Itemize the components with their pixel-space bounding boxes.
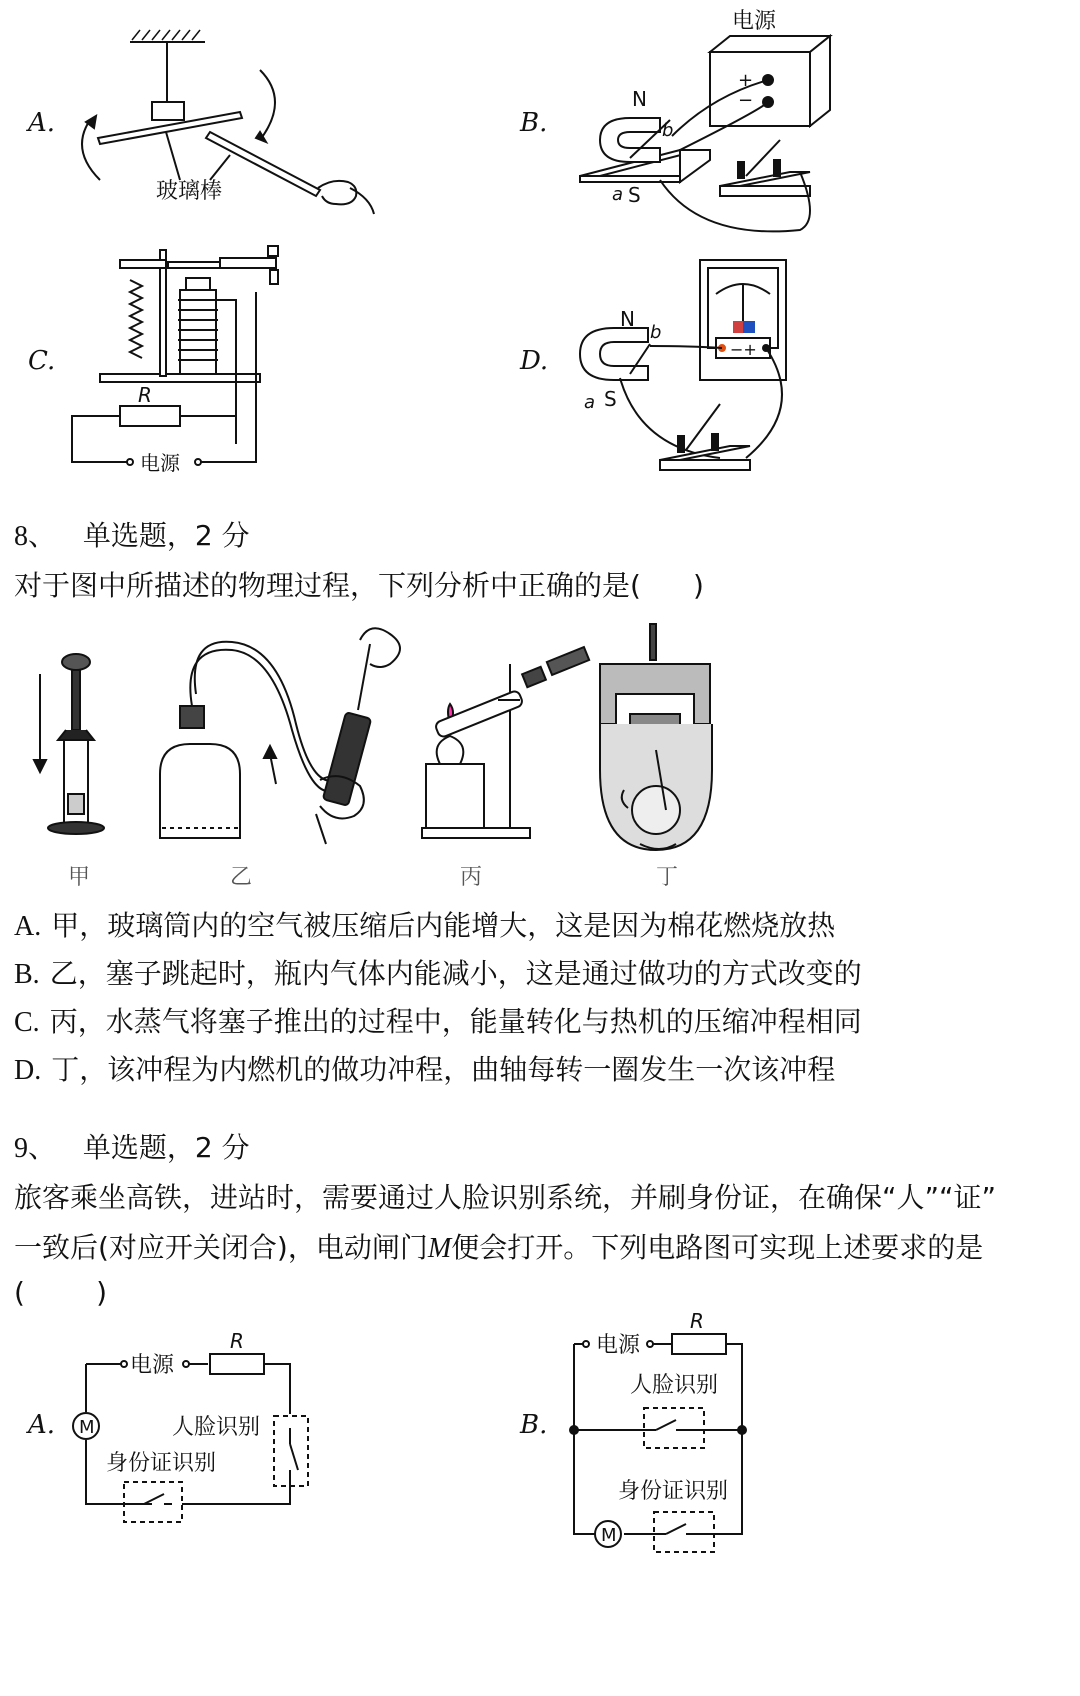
q8-figure	[20, 614, 740, 894]
q8-stem-end: )	[692, 569, 704, 602]
q9-stem-line3: ( )	[14, 1276, 108, 1309]
q8-choice-c-key: C.	[14, 1007, 40, 1038]
q9-header	[14, 1126, 250, 1166]
q9-stem-line2	[14, 1226, 983, 1266]
q8-choice-b-key: B.	[14, 959, 40, 990]
q9-a-face-label: 人脸识别	[172, 1415, 261, 1440]
q7-b-s-pole: S	[628, 183, 641, 207]
q8-choice-d-text: 丁，该冲程为内燃机的做功冲程，曲轴每转一圈发生一次该冲程	[51, 1053, 836, 1086]
q8-choice-a-text: 甲，玻璃筒内的空气被压缩后内能增大，这是因为棉花燃烧放热	[51, 909, 836, 942]
q9-b-resistor-label: R	[690, 1309, 704, 1333]
q8-choice-a-key: A.	[14, 911, 42, 942]
q8-choice-a[interactable]	[14, 904, 835, 944]
q7-d-meter-terminals: −+	[730, 340, 757, 359]
q9-b-id-label: 身份证识别	[618, 1479, 729, 1504]
q8-caption-bing: 丙	[460, 865, 483, 890]
q8-caption-jia: 甲	[68, 865, 91, 890]
q8-type: 单选题，2 分	[82, 519, 250, 552]
q9-stem-line2-b: 便会打开。下列电路图可实现上述要求的是	[451, 1231, 984, 1264]
q8-choice-c-text: 丙，水蒸气将塞子推出的过程中，能量转化与热机的压缩冲程相同	[49, 1005, 862, 1038]
q8-number: 8、	[14, 521, 57, 552]
q7-d-s-pole: S	[604, 387, 617, 411]
q7-option-a-label[interactable]: A.	[28, 108, 56, 138]
q8-choice-d[interactable]	[14, 1048, 835, 1088]
q9-number: 9、	[14, 1133, 57, 1164]
q9-stem-motor-symbol: M	[427, 1233, 452, 1264]
q7-b-a-end: a	[612, 184, 624, 205]
q8-choice-b[interactable]	[14, 952, 862, 992]
q8-caption-ding: 丁	[656, 865, 679, 890]
q8-header	[14, 514, 250, 554]
q8-choice-c[interactable]	[14, 1000, 862, 1040]
q9-a-motor-label: M	[79, 1417, 95, 1438]
q7-figure-b	[560, 0, 890, 240]
q9-a-power-label: 电源	[130, 1353, 175, 1378]
q9-a-id-label: 身份证识别	[106, 1451, 217, 1476]
q7-option-b-label[interactable]: B.	[520, 108, 548, 138]
q7-d-n-pole: N	[620, 307, 635, 331]
q7-c-resistor-label: R	[138, 383, 152, 407]
q9-stem-line1: 旅客乘坐高铁，进站时，需要通过人脸识别系统，并刷身份证，在确保“人”“证”	[14, 1181, 997, 1214]
q8-choice-b-text: 乙，塞子跳起时，瓶内气体内能减小，这是通过做功的方式改变的	[49, 957, 862, 990]
q7-option-c-label[interactable]: C.	[28, 346, 56, 376]
q9-circuit-b	[560, 1310, 820, 1550]
q9-b-face-label: 人脸识别	[630, 1373, 719, 1398]
q7-c-power-label: 电源	[140, 451, 180, 475]
q9-type: 单选题，2 分	[82, 1131, 250, 1164]
q7-a-caption: 玻璃棒	[156, 179, 223, 204]
q7-figure-a	[60, 20, 400, 220]
q9-option-a-label[interactable]: A.	[28, 1410, 56, 1440]
q8-choice-d-key: D.	[14, 1055, 42, 1086]
q7-d-b-end: b	[650, 322, 662, 343]
q9-stem-line2-a: 一致后(对应开关闭合)，电动闸门	[14, 1231, 428, 1264]
q7-b-plus: +	[738, 70, 754, 91]
q8-stem	[14, 564, 704, 604]
q9-b-motor-label: M	[601, 1525, 617, 1546]
q7-b-power-label: 电源	[732, 9, 777, 34]
q7-option-d-label[interactable]: D.	[520, 346, 549, 376]
q7-d-a-end: a	[584, 392, 596, 413]
q7-b-b-end: b	[662, 120, 674, 141]
q8-stem-text: 对于图中所描述的物理过程，下列分析中正确的是(	[14, 569, 641, 602]
q7-figure-c	[60, 240, 340, 490]
q7-b-minus: −	[738, 90, 754, 111]
q8-caption-yi: 乙	[230, 865, 253, 890]
q9-a-resistor-label: R	[230, 1329, 244, 1353]
q9-b-power-label: 电源	[596, 1333, 641, 1358]
q7-b-n-pole: N	[632, 87, 647, 111]
q9-circuit-a	[60, 1330, 340, 1530]
q9-option-b-label[interactable]: B.	[520, 1410, 548, 1440]
q7-figure-d	[560, 254, 860, 494]
